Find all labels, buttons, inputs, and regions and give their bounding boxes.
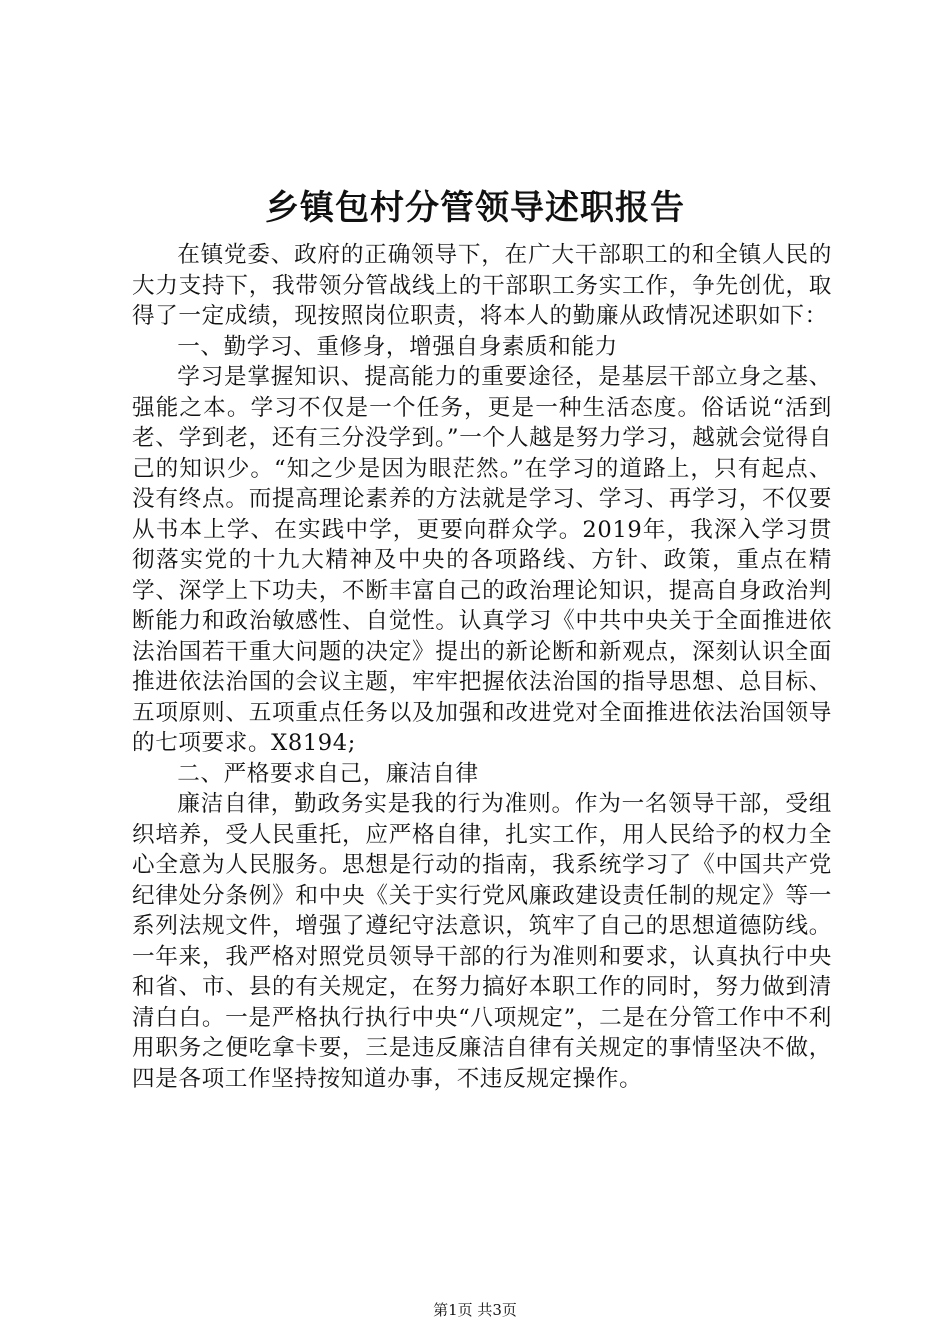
page-number-footer: 第1页 共3页 [433, 1301, 517, 1319]
section-1-paragraph: 学习是掌握知识、提高能力的重要途径，是基层干部立身之基、强能之本。学习不仅是一个任务，更是一种生活态度。俗话说“活到老、学到老，还有三分没学到。”一个人越是努力学习，越就会觉得自己的知识少。“知之少是因为眼茫然。”在学习的道路上，只有起点、没有终点。而提高理论素养的方法就是学习、学习、再学习，不仅要从书本上学、在实践中学，更要向群众学。2019年，我深入学习贯彻落实党的十九大精神及中央的各项路线、方针、政策，重点在精学、深学上下功夫，不断丰富自己的政治理论知识，提高自身政治判断能力和政治敏感性、自觉性。认真学习《中共中央关于全面推进依法治国若干重大问题的决定》提出的新论断和新观点，深刻认识全面推进依法治国的会议主题，牢牢把握依法治国的指导思想、总目标、五项原则、五项重点任务以及加强和改进党对全面推进依法治国领导的七项要求。X8194; [132, 364, 832, 756]
intro-paragraph: 在镇党委、政府的正确领导下，在广大干部职工的和全镇人民的大力支持下，我带领分管战线上的干部职工务实工作，争先创优，取得了一定成绩，现按照岗位职责，将本人的勤廉从政情况述职如下： [132, 242, 832, 329]
section-2-paragraph: 廉洁自律，勤政务实是我的行为准则。作为一名领导干部，受组织培养，受人民重托，应严格自律，扎实工作，用人民给予的权力全心全意为人民服务。思想是行动的指南，我系统学习了《中国共产党纪律处分条例》和中央《关于实行党风廉政建设责任制的规定》等一系列法规文件，增强了遵纪守法意识，筑牢了自己的思想道德防线。一年来，我严格对照党员领导干部的行为准则和要求，认真执行中央和省、市、县的有关规定，在努力搞好本职工作的同时，努力做到清清白白。一是严格执行执行中央“八项规定”，二是在分管工作中不利用职务之便吃拿卡要，三是违反廉洁自律有关规定的事情坚决不做，四是各项工作坚持按知道办事，不违反规定操作。 [132, 791, 832, 1092]
section-heading-1: 一、勤学习、重修身，增强自身素质和能力 [177, 333, 618, 360]
document-title: 乡镇包村分管领导述职报告 [265, 188, 685, 228]
document-body [132, 240, 832, 1094]
section-heading-2: 二、严格要求自己，廉洁自律 [177, 760, 479, 787]
